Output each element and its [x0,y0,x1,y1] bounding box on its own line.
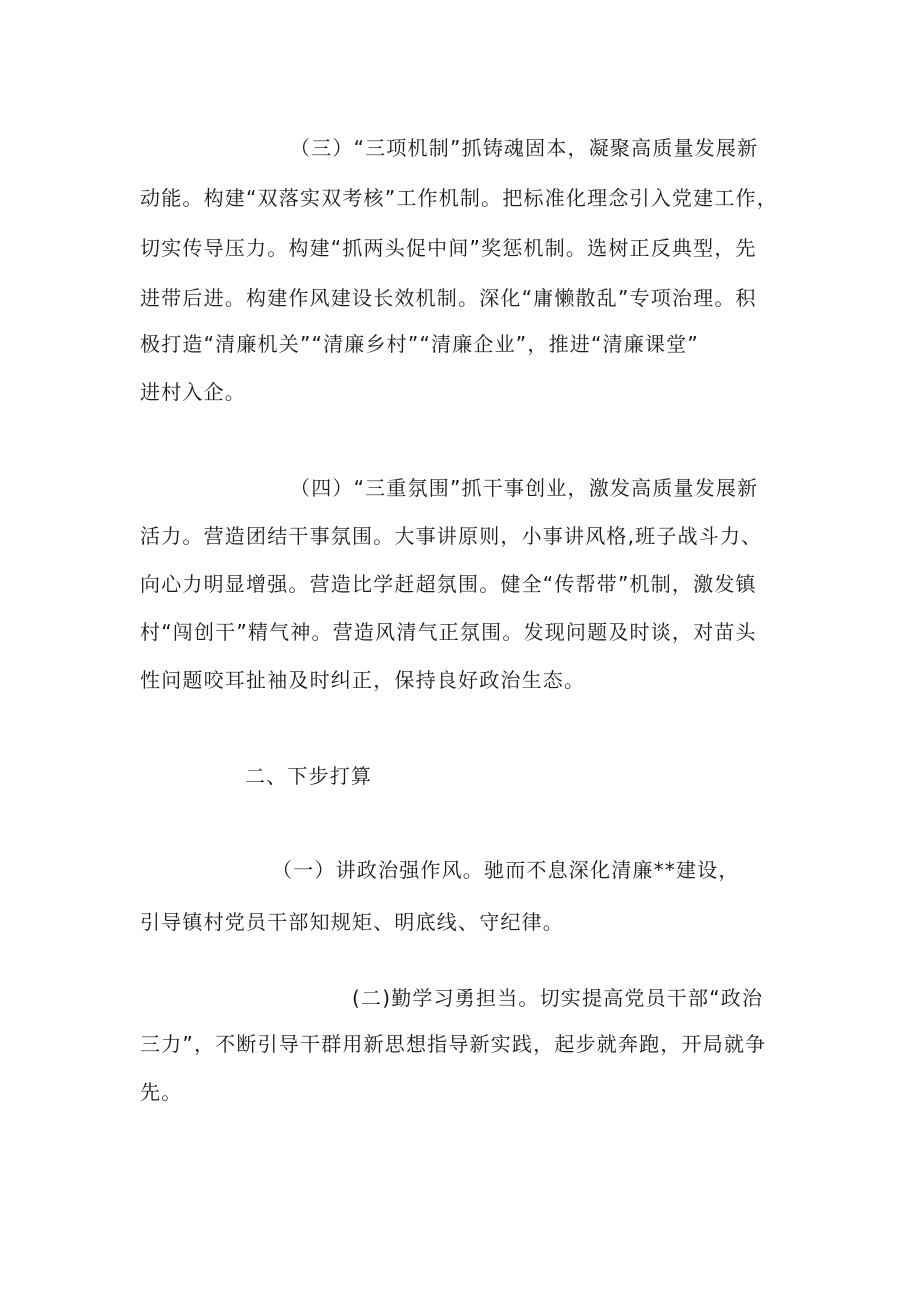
section3-line-6: 进村入企。 [140,380,246,404]
section3-line-4: 进带后进。构建作风建设长效机制。深化“庸懒散乱”专项治理。积 [140,286,757,310]
plan2-line-3: 先。 [140,1080,183,1104]
section3-line-5: 极打造“清廉机关”“清廉乡村”“清廉企业”，推进“清廉课堂” [140,332,699,356]
section3-line-2: 动能。构建“双落实双考核”工作机制。把标准化理念引入党建工作， [140,186,778,210]
section4-line-5: 性问题咬耳扯袖及时纠正，保持良好政治生态。 [140,668,586,692]
plan1-line-2: 引导镇村党员干部知规矩、明底线、守纪律。 [140,910,564,934]
section3-line-1: （三）“三项机制”抓铸魂固本，凝聚高质量发展新 [290,136,759,160]
section4-line-3: 向心力明显增强。营造比学赶超氛围。健全“传帮带”机制，激发镇 [140,572,757,596]
section4-line-4: 村“闯创干”精气神。营造风清气正氛围。发现问题及时谈，对苗头 [140,620,757,644]
plan1-line-1: （一）讲政治强作风。驰而不息深化清廉**建设， [272,858,740,882]
section3-line-3: 切实传导压力。构建“抓两头促中间”奖惩机制。选树正反典型，先 [140,236,757,260]
section-heading-next-steps: 二、下步打算 [245,764,373,788]
section4-line-2: 活力。营造团结干事氛围。大事讲原则，小事讲风格,班子战斗力、 [140,524,763,548]
plan2-line-1: (二)勤学习勇担当。切实提高党员干部“政治 [352,986,764,1010]
section4-line-1: （四）“三重氛围”抓干事创业，激发高质量发展新 [290,476,759,500]
plan2-line-2: 三力”，不断引导干群用新思想指导新实践，起步就奔跑，开局就争 [140,1032,767,1056]
